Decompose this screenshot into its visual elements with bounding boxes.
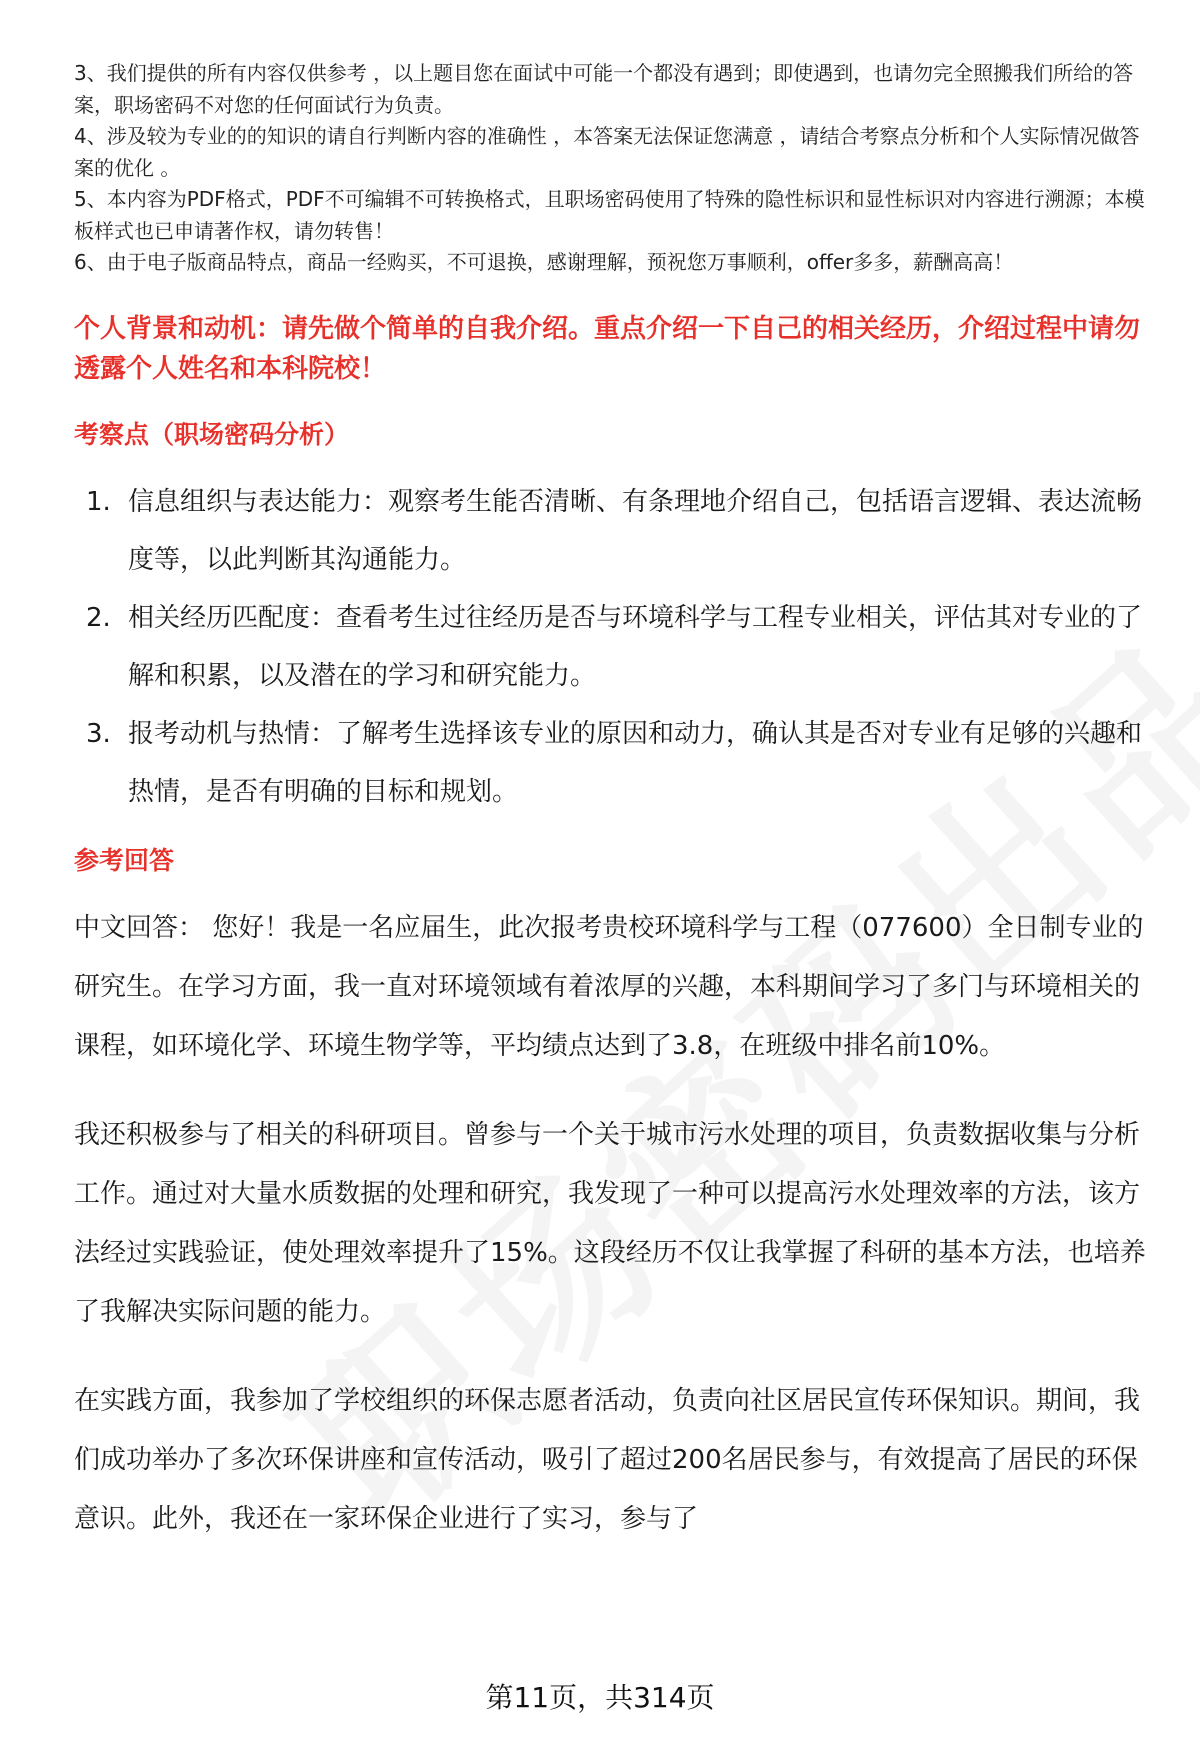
analysis-point: [74, 705, 1154, 821]
point-text: 相关经历匹配度：查看考生过往经历是否与环境科学与工程专业相关，评估其对专业的了解和积累，以及潜在的学习和研究能力。: [128, 602, 1143, 691]
point-number: 2.: [86, 602, 111, 633]
disclaimer-note: 5、本内容为PDF格式，PDF不可编辑不可转换格式，且职场密码使用了特殊的隐性标识和显性标识对内容进行溯源；本模板样式也已申请著作权，请勿转售！: [74, 187, 1145, 243]
analysis-heading: 考察点（职场密码分析）: [74, 419, 350, 449]
point-number: 3.: [86, 718, 111, 749]
answer-paragraph: 我还积极参与了相关的科研项目。曾参与一个关于城市污水处理的项目，负责数据收集与分析工作。通过对大量水质数据的处理和研究，我发现了一种可以提高污水处理效率的方法，该方法经过实践验证，使处理效率提升了15%。这段经历不仅让我掌握了科研的基本方法，也培养了我解决实际问题的能力。: [74, 1119, 1146, 1327]
disclaimer-note: 6、由于电子版商品特点，商品一经购买，不可退换，感谢理解，预祝您万事顺利，offer多多，薪酬高高！: [74, 250, 1014, 274]
page-number-footer: 第11页，共314页: [485, 1681, 715, 1714]
answer-heading: 参考回答: [74, 845, 175, 875]
disclaimer-note: 4、涉及较为专业的的知识的请自行判断内容的准确性 ，本答案无法保证您满意 ，请结合考察点分析和个人实际情况做答案的优化 。: [74, 124, 1140, 180]
disclaimer-note: 3、我们提供的所有内容仅供参考 ，以上题目您在面试中可能一个都没有遇到；即使遇到，也请勿完全照搬我们所给的答案，职场密码不对您的任何面试行为负责。: [74, 61, 1134, 117]
answer-paragraph: 中文回答： 您好！我是一名应届生，此次报考贵校环境科学与工程（077600）全日制专业的研究生。在学习方面，我一直对环境领域有着浓厚的兴趣，本科期间学习了多门与环境相关的课程，如环境化学、环境生物学等，平均绩点达到了3.8，在班级中排名前10%。: [74, 912, 1144, 1061]
disclaimer-notes: [74, 58, 1154, 279]
point-number: 1.: [86, 486, 111, 517]
analysis-point: [74, 589, 1154, 705]
answer-paragraph: 在实践方面，我参加了学校组织的环保志愿者活动，负责向社区居民宣传环保知识。期间，我们成功举办了多次环保讲座和宣传活动，吸引了超过200名居民参与，有效提高了居民的环保意识。此外，我还在一家环保企业进行了实习，参与了: [74, 1385, 1141, 1534]
document-page: [74, 58, 1154, 1549]
analysis-points: [74, 473, 1154, 821]
analysis-point: [74, 473, 1154, 589]
point-text: 信息组织与表达能力：观察考生能否清晰、有条理地介绍自己，包括语言逻辑、表达流畅度等，以此判断其沟通能力。: [128, 486, 1143, 575]
point-text: 报考动机与热情：了解考生选择该专业的原因和动力，确认其是否对专业有足够的兴趣和热情，是否有明确的目标和规划。: [128, 718, 1143, 807]
interview-question: 个人背景和动机：请先做个简单的自我介绍。重点介绍一下自己的相关经历，介绍过程中请勿透露个人姓名和本科院校！: [74, 313, 1141, 384]
